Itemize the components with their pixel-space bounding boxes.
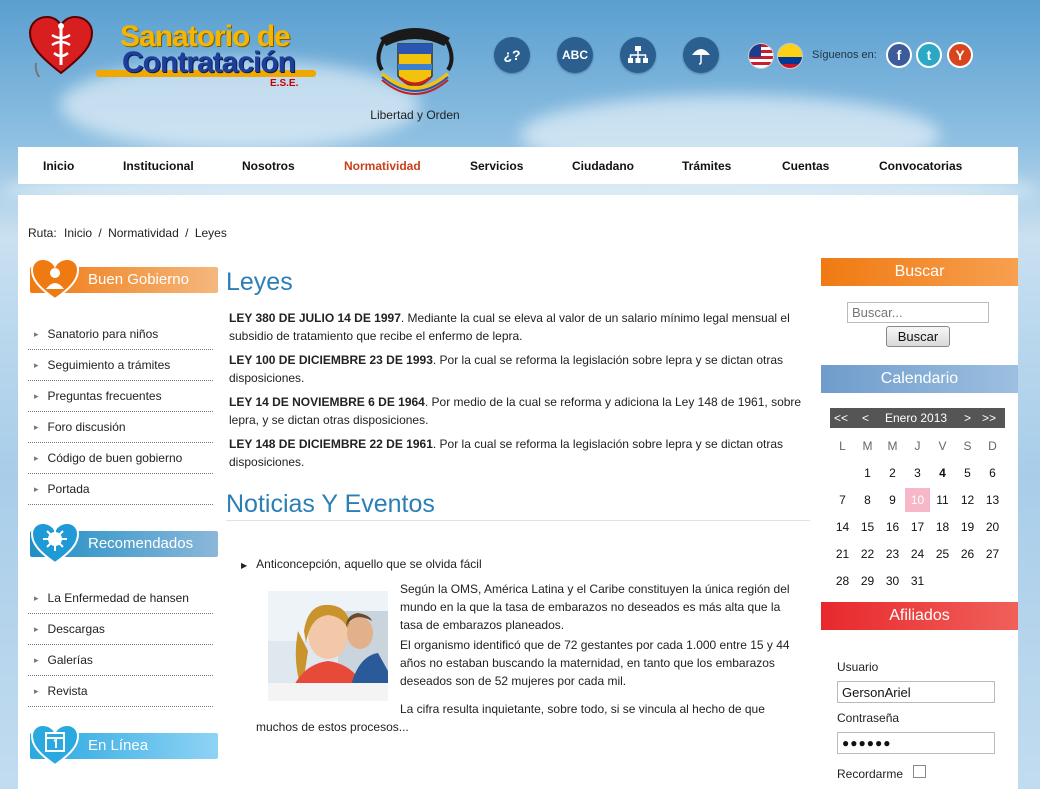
news-paragraph-text: La cifra resulta inquietante, sobre todo, si se vincula al hecho de que muchos de estos procesos... [256,702,765,734]
sitemap-glyph [628,46,648,64]
nav-item-ciudadano[interactable]: Ciudadano [572,159,634,173]
logo-subtitle: E.S.E. [270,78,299,89]
calendar-next-year[interactable]: >> [982,411,997,425]
list-item[interactable] [28,350,213,381]
calendar-day[interactable]: 5 [964,465,971,480]
calendar-day[interactable]: 9 [889,492,896,507]
calendar-week [830,567,1005,594]
nav-item-cuentas[interactable]: Cuentas [782,159,830,173]
nav-item-inicio[interactable]: Inicio [43,159,75,173]
leyes-list [229,309,804,477]
calendar-day[interactable]: 30 [885,573,900,588]
sitemap-icon[interactable] [620,37,656,73]
ley-item [229,309,804,345]
chevron-right-icon: ▸ [34,452,39,463]
recomendados-list [28,583,213,707]
noticias-title: Noticias Y Eventos [226,490,435,518]
ley-name[interactable]: LEY 100 DE DICIEMBRE 23 DE 1993 [229,353,433,367]
calendar-day[interactable]: 4 [939,465,946,480]
calendar-week [830,513,1005,540]
list-item-label: Código de buen gobierno [47,451,183,465]
weekday-label: M [887,438,898,453]
calendar-week [830,459,1005,486]
calendar-day[interactable]: 31 [910,573,925,588]
list-item-label: Seguimiento a trámites [47,358,171,372]
chevron-right-icon: ▸ [34,421,39,432]
chevron-right-icon: ▸ [34,654,39,665]
calendar-day[interactable]: 2 [889,465,896,480]
breadcrumb-label: Ruta: [28,226,57,240]
nav-item-convocatorias[interactable]: Convocatorias [879,159,963,173]
calendar-prev-month[interactable]: < [862,411,870,425]
calendar-month-label: Enero 2013 [885,411,948,425]
youtube-icon[interactable]: Y [947,42,973,68]
usa-flag-graphic [749,44,774,69]
afiliados-header: Afiliados [821,602,1018,630]
calendar-day[interactable]: 23 [885,546,900,561]
remember-label: Recordarme [837,767,904,781]
calendar-day[interactable]: 27 [985,546,1000,561]
chevron-right-icon: ▸ [34,359,39,370]
colombia-shield-icon [370,18,460,106]
nav-item-tramites[interactable]: Trámites [682,159,732,173]
list-item-label: Sanatorio para niños [47,327,159,341]
list-item[interactable] [28,614,213,645]
buen-gobierno-title: Buen Gobierno [88,271,189,288]
umbrella-icon[interactable] [683,37,719,73]
ley-name[interactable]: LEY 148 DE DICIEMBRE 22 DE 1961 [229,437,433,451]
chevron-right-icon: ▸ [34,390,39,401]
facebook-icon[interactable]: f [886,42,912,68]
list-item[interactable] [28,412,213,443]
help-icon[interactable]: ¿? [494,37,530,73]
list-item[interactable] [28,583,213,614]
news-item-title[interactable] [241,557,482,571]
abc-icon[interactable]: ABC [557,37,593,73]
umbrella-glyph [691,45,711,65]
news-paragraph: El organismo identificó que de 72 gestantes por cada 1.000 entre 15 y 44 años no estaban buscando la maternidad, en tanto que los embarazos deseados son de 52 mujeres por cada mil. [400,638,790,688]
nav-item-normatividad[interactable]: Normatividad [344,159,421,173]
caret-right-icon: ▶ [241,561,248,570]
weekday-label: L [839,438,846,453]
ley-name[interactable]: LEY 380 DE JULIO 14 DE 1997 [229,311,401,325]
password-field[interactable] [837,732,995,754]
calendar-week [830,486,1005,513]
calendar-day[interactable]: 20 [985,519,1000,534]
page-title: Leyes [226,268,293,296]
heart-caduceus-icon [28,15,94,77]
list-item[interactable] [28,443,213,474]
ley-description: . Por la cual se reforma la legislación sobre lepra y se dictan otras disposiciones. [229,353,784,385]
list-item-label: Descargas [47,622,105,636]
calendar-day[interactable]: 29 [860,573,875,588]
calendar-day[interactable]: 16 [885,519,900,534]
calendar-day[interactable]: 3 [914,465,921,480]
weekday-label: V [938,438,947,453]
calendar-day[interactable]: 18 [935,519,950,534]
calendar-day[interactable]: 17 [910,519,925,534]
weekday-label: M [862,438,873,453]
ley-description: . Mediante la cual se eleva al valor de un salario mínimo legal mensual el subsidio de tratamiento que recibe el enfermo de lepra. [229,311,790,343]
password-label: Contraseña [837,711,900,725]
news-title-text: Anticoncepción, aquello que se olvida fácil [256,557,482,571]
weekday-label: D [988,438,997,453]
calendar-day[interactable]: 24 [910,546,925,561]
list-item[interactable] [28,645,213,676]
weekday-label: S [963,438,972,453]
ley-item [229,435,804,471]
chevron-right-icon: ▸ [34,623,39,634]
calendar-week [830,540,1005,567]
breadcrumb-current: Leyes [194,226,227,240]
logo-title-line1: Sanatorio de [120,20,290,53]
list-item[interactable] [28,676,213,707]
chevron-right-icon: ▸ [34,328,39,339]
twitter-icon[interactable]: t [916,42,942,68]
ley-name[interactable]: LEY 14 DE NOVIEMBRE 6 DE 1964 [229,395,425,409]
breadcrumb [28,226,231,240]
recomendados-title: Recomendados [88,535,194,552]
weekday-label: J [914,438,921,453]
recomendados-header [30,531,218,557]
breadcrumb-inicio[interactable]: Inicio [64,226,93,240]
calendar-day[interactable]: 13 [985,492,1000,507]
calendar-day[interactable]: 26 [960,546,975,561]
calendar-prev-year[interactable]: << [834,411,849,425]
calendar-day[interactable]: 14 [835,519,850,534]
en-linea-title: En Línea [88,737,149,754]
list-item-label: Revista [47,684,88,698]
ley-item [229,351,804,387]
breadcrumb-normatividad[interactable]: Normatividad [108,226,179,240]
chevron-right-icon: ▸ [34,592,39,603]
calendar-day[interactable]: 8 [864,492,871,507]
chevron-right-icon: ▸ [34,483,39,494]
nav-item-servicios[interactable]: Servicios [470,159,524,173]
list-item-label: Foro discusión [47,420,126,434]
list-item[interactable] [28,474,213,505]
search-button[interactable]: Buscar [886,326,950,347]
calendar-grid [830,432,1005,594]
spanish-flag-icon[interactable] [777,43,803,69]
calendario-header: Calendario [821,365,1018,393]
star-heart-icon [30,521,80,565]
section-divider [226,520,810,521]
calendar-nav [830,408,1005,428]
search-input[interactable] [847,302,989,323]
list-item-label: Preguntas frecuentes [47,389,162,403]
calendar-day[interactable]: 12 [960,492,975,507]
escudo-label: Libertad y Orden [370,108,460,122]
calendar-day[interactable]: 28 [835,573,850,588]
news-image [268,591,388,701]
en-linea-header [30,733,218,759]
calendar-day[interactable]: 22 [860,546,875,561]
calendar-day[interactable]: 19 [960,519,975,534]
list-item[interactable] [28,319,213,350]
remember-checkbox[interactable] [913,765,926,778]
coat-of-arms [370,18,460,128]
list-item-label: La Enfermedad de hansen [47,591,189,605]
calendar-day[interactable]: 1 [864,465,871,480]
list-item[interactable] [28,381,213,412]
calendar-day[interactable]: 15 [860,519,875,534]
site-header [0,0,1040,145]
colombia-flag-graphic [778,44,803,69]
nav-item-nosotros[interactable]: Nosotros [242,159,295,173]
calendar-day[interactable]: 25 [935,546,950,561]
buen-gobierno-list [28,319,213,505]
buen-gobierno-header [30,267,218,293]
logo-title-line2: Contratación [122,46,296,79]
calendar-weekdays [830,432,1005,459]
news-paragraph: Según la OMS, América Latina y el Caribe constituyen la única región del mundo en la que la tasa de embarazos no deseados es más alta que la tasa de embarazos planeados. [400,582,790,632]
buscar-header: Buscar [821,258,1018,286]
calendar-day[interactable]: 7 [839,492,846,507]
students-photo [268,591,388,701]
username-field[interactable] [837,681,995,703]
english-flag-icon[interactable] [748,43,774,69]
breadcrumb-separator: / [98,226,102,240]
list-item-label: Galerías [47,653,93,667]
user-heart-icon [30,257,80,301]
ley-description: . Por la cual se reforma la legislación sobre lepra y se dictan otras disposiciones. [229,437,784,469]
username-label: Usuario [837,660,879,674]
breadcrumb-separator: / [185,226,189,240]
calendar-day-today[interactable]: 10 [905,488,930,512]
follow-us-label: Síguenos en: [812,49,877,61]
news-body [400,580,805,692]
chevron-right-icon: ▸ [34,685,39,696]
nav-item-institucional[interactable]: Institucional [123,159,194,173]
news-paragraph [256,700,806,736]
calendar-heart-icon [30,723,80,767]
main-navigation [18,147,1018,184]
list-item-label: Portada [47,482,90,496]
ley-description: . Por medio de la cual se reforma y adiciona la Ley 148 de 1961, sobre lepra, y se dictan otras disposiciones. [229,395,802,427]
calendar-day[interactable]: 11 [936,492,949,507]
calendar-day[interactable]: 6 [989,465,996,480]
calendar-next-month[interactable]: > [964,411,972,425]
ley-item [229,393,804,429]
calendar-day[interactable]: 21 [835,546,850,561]
site-logo[interactable] [18,12,318,102]
